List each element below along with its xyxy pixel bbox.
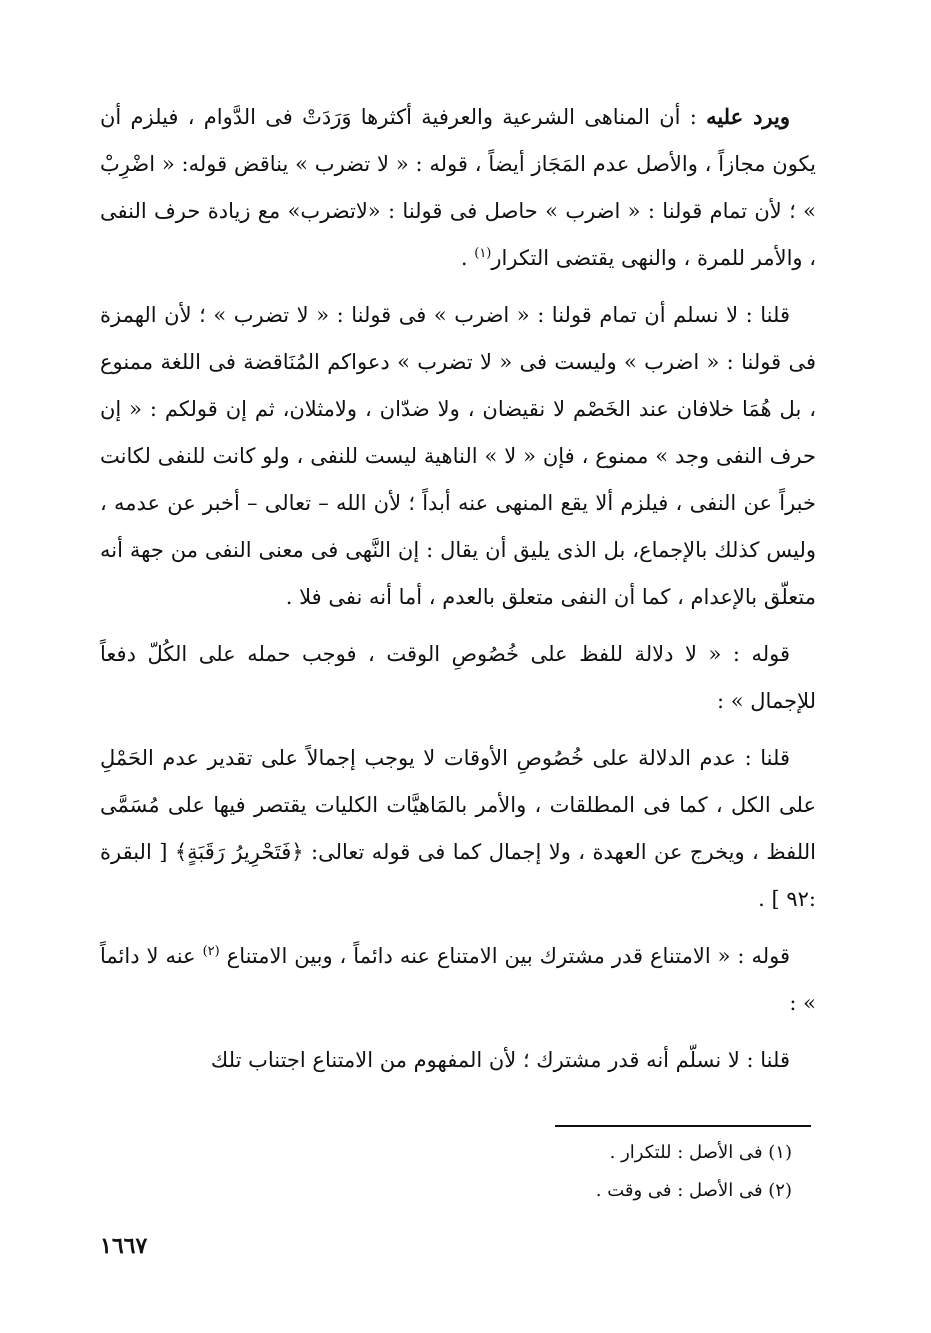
paragraph-text: قلنا : لا نسلّم أنه قدر مشترك ؛ لأن المفهوم من الامتناع اجتناب تلك — [210, 1048, 790, 1072]
paragraph-5 — [100, 933, 816, 1027]
paragraph-tail: عنه لا دائماً » : — [100, 944, 816, 1015]
paragraph-text: قلنا : لا نسلم أن تمام قولنا : « اضرب » فى قولنا : « لا تضرب » ؛ لأن الهمزة فى قولنا : « اضرب » وليست فى « لا تضرب » دعواكم المُنَاقضة فى اللغة ممنوع ، بل هُمَا خلافان عند الخَصْم لا نقيضان ، ولا ضدّان ، ولامثلان، ثم إن قولكم : « إن حرف النفى وجد » ممنوع ، فإن « لا » الناهية ليست للنفى ، ولو كانت للنفى لكانت خبراً عن النفى ، فيلزم ألا يقع المنهى عنه أبداً ؛ لأن الله – تعالى – أخبر عن عدمه ، وليس كذلك بالإجماع، بل الذى يليق أن يقال : إن النَّهى فى معنى النفى من جهة أنه متعلّق بالإعدام ، كما أن النفى متعلق بالعدم ، أما أنه نفى فلا . — [100, 303, 816, 609]
paragraph-text: قوله : « الامتناع قدر مشترك بين الامتناع عنه دائماً ، وبين الامتناع — [219, 944, 790, 968]
paragraph-6 — [100, 1037, 816, 1084]
paragraph-text: : أن المناهى الشرعية والعرفية أكثرها وَرَدَتْ فى الدَّوام ، فيلزم أن يكون مجازاً ، والأصل عدم المَجَاز أيضاً ، قوله : « لا تضرب » يناقض قوله: « اضْرِبْ » ؛ لأن تمام قولنا : « اضرب » حاصل فى قولنا : «لاتضرب» مع زيادة حرف النفى ، والأمر للمرة ، والنهى يقتضى التكرار — [100, 105, 816, 270]
page-number: ١٦٦٧ — [100, 1233, 148, 1259]
footnote-marker-1: (١) — [474, 246, 492, 261]
paragraph-text: قلنا : عدم الدلالة على خُصُوصِ الأوقات لا يوجب إجمالاً على تقدير عدم الحَمْلِ على الكل ، كما فى المطلقات ، والأمر بالمَاهيَّات الكليات يقتصر فيها على مُسَمَّى اللفظ ، ويخرج عن العهدة ، ولا إجمال كما فى قوله تعالى: ﴿فَتَحْرِيرُ رَقَبَةٍ﴾ [ البقرة :٩٢ ] . — [100, 746, 816, 911]
footnote-2: (٢) فى الأصل : فى وقت . — [595, 1180, 792, 1201]
paragraph-3 — [100, 631, 816, 725]
main-text — [100, 93, 816, 1084]
footnote-divider — [555, 1125, 811, 1127]
footnotes — [420, 1134, 792, 1210]
paragraph-4 — [100, 735, 816, 923]
paragraph-lead: ويرد عليه — [706, 104, 790, 129]
footnote-marker-2: (٢) — [202, 944, 220, 959]
paragraph-1 — [100, 93, 816, 282]
footnote-1: (١) فى الأصل : للتكرار . — [609, 1142, 792, 1163]
paragraph-tail: . — [460, 246, 475, 270]
paragraph-2 — [100, 292, 816, 621]
paragraph-text: قوله : « لا دلالة للفظ على خُصُوصِ الوقت ، فوجب حمله على الكُلّ دفعاً للإجمال » : — [100, 642, 816, 713]
